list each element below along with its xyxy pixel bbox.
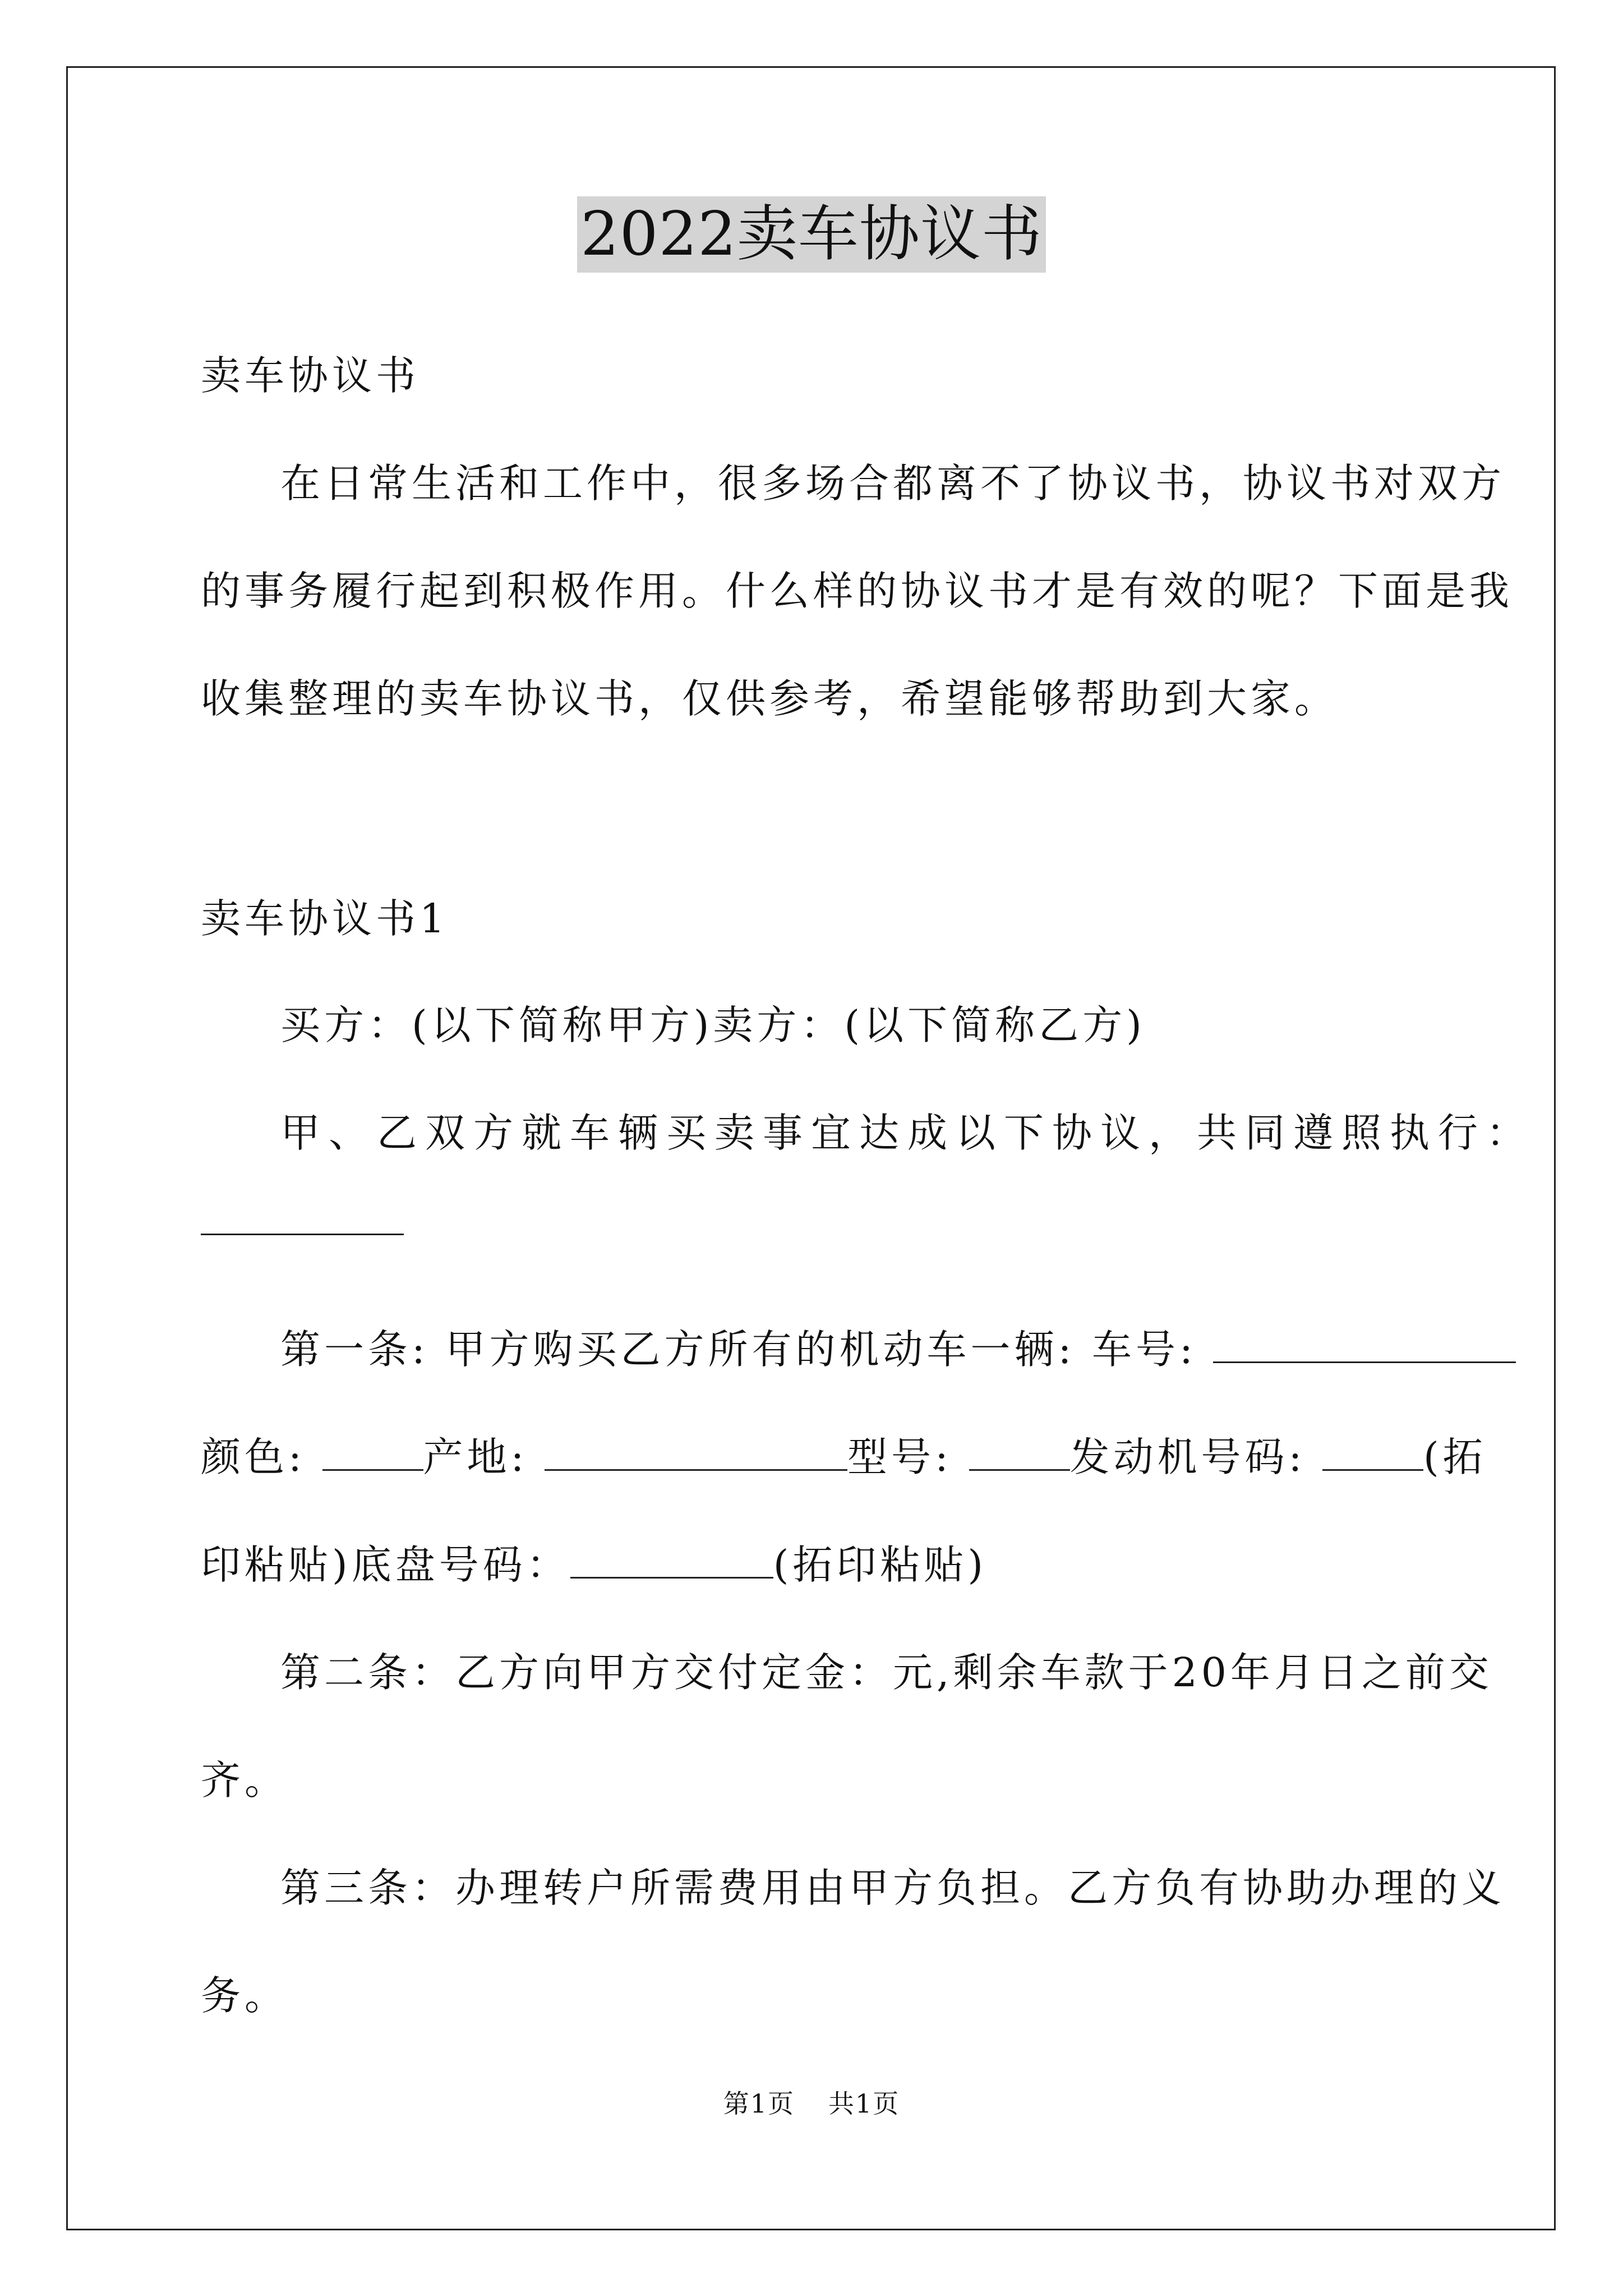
plate-number-blank: [1213, 1327, 1516, 1363]
blank-underline: [201, 1199, 404, 1235]
article1-line2: [201, 1430, 1487, 1484]
article3-line1: 第三条：办理转户所需费用由甲方负担。乙方负有协助办理的义: [280, 1865, 1506, 1911]
document-title: 2022卖车协议书: [577, 196, 1046, 273]
page-total: 共1页: [828, 2088, 900, 2119]
color-label: 颜色:: [201, 1434, 322, 1480]
page-number: 第1页: [723, 2088, 795, 2119]
article1-line3: [201, 1538, 987, 1592]
intro-line-1: 在日常生活和工作中，很多场合都离不了协议书，协议书对双方: [280, 460, 1506, 507]
engine-label: 发动机号码:: [1069, 1434, 1322, 1480]
intro-line-2: 的事务履行起到积极作用。什么样的协议书才是有效的呢？下面是我: [201, 568, 1514, 614]
engine-number-blank: [1322, 1434, 1423, 1471]
parties-line: 买方：(以下简称甲方)卖方：(以下简称乙方): [280, 1002, 1146, 1048]
model-blank: [969, 1434, 1070, 1471]
intro-line-3: 收集整理的卖车协议书，仅供参考，希望能够帮助到大家。: [201, 675, 1339, 722]
article1-text: 第一条: 甲方购买乙方所有的机动车一辆: 车号:: [280, 1326, 1214, 1373]
article2-line1: 第二条：乙方向甲方交付定金：元,剩余车款于20年月日之前交: [280, 1649, 1493, 1696]
title-container: [0, 196, 1623, 273]
article3-line2: 务。: [201, 1972, 289, 2019]
color-blank: [322, 1434, 423, 1471]
origin-label: 产地:: [423, 1434, 545, 1480]
page-footer: [0, 2087, 1623, 2120]
subtitle: 卖车协议书: [201, 352, 420, 399]
article2-line2: 齐。: [201, 1757, 289, 1803]
chassis-label: 印粘贴)底盘号码：: [201, 1542, 570, 1588]
chassis-number-blank: [570, 1542, 773, 1579]
rubbing-open-text: (拓: [1423, 1434, 1487, 1480]
agreement-line: 甲、乙双方就车辆买卖事宜达成以下协议，共同遵照执行：: [280, 1110, 1535, 1156]
model-label: 型号:: [847, 1434, 969, 1480]
origin-blank: [545, 1434, 847, 1471]
rubbing-note: (拓印粘贴): [773, 1542, 988, 1588]
article1-line1: [280, 1323, 1516, 1377]
section-title: 卖车协议书1: [201, 895, 449, 942]
signature-blank-line: [201, 1195, 404, 1249]
